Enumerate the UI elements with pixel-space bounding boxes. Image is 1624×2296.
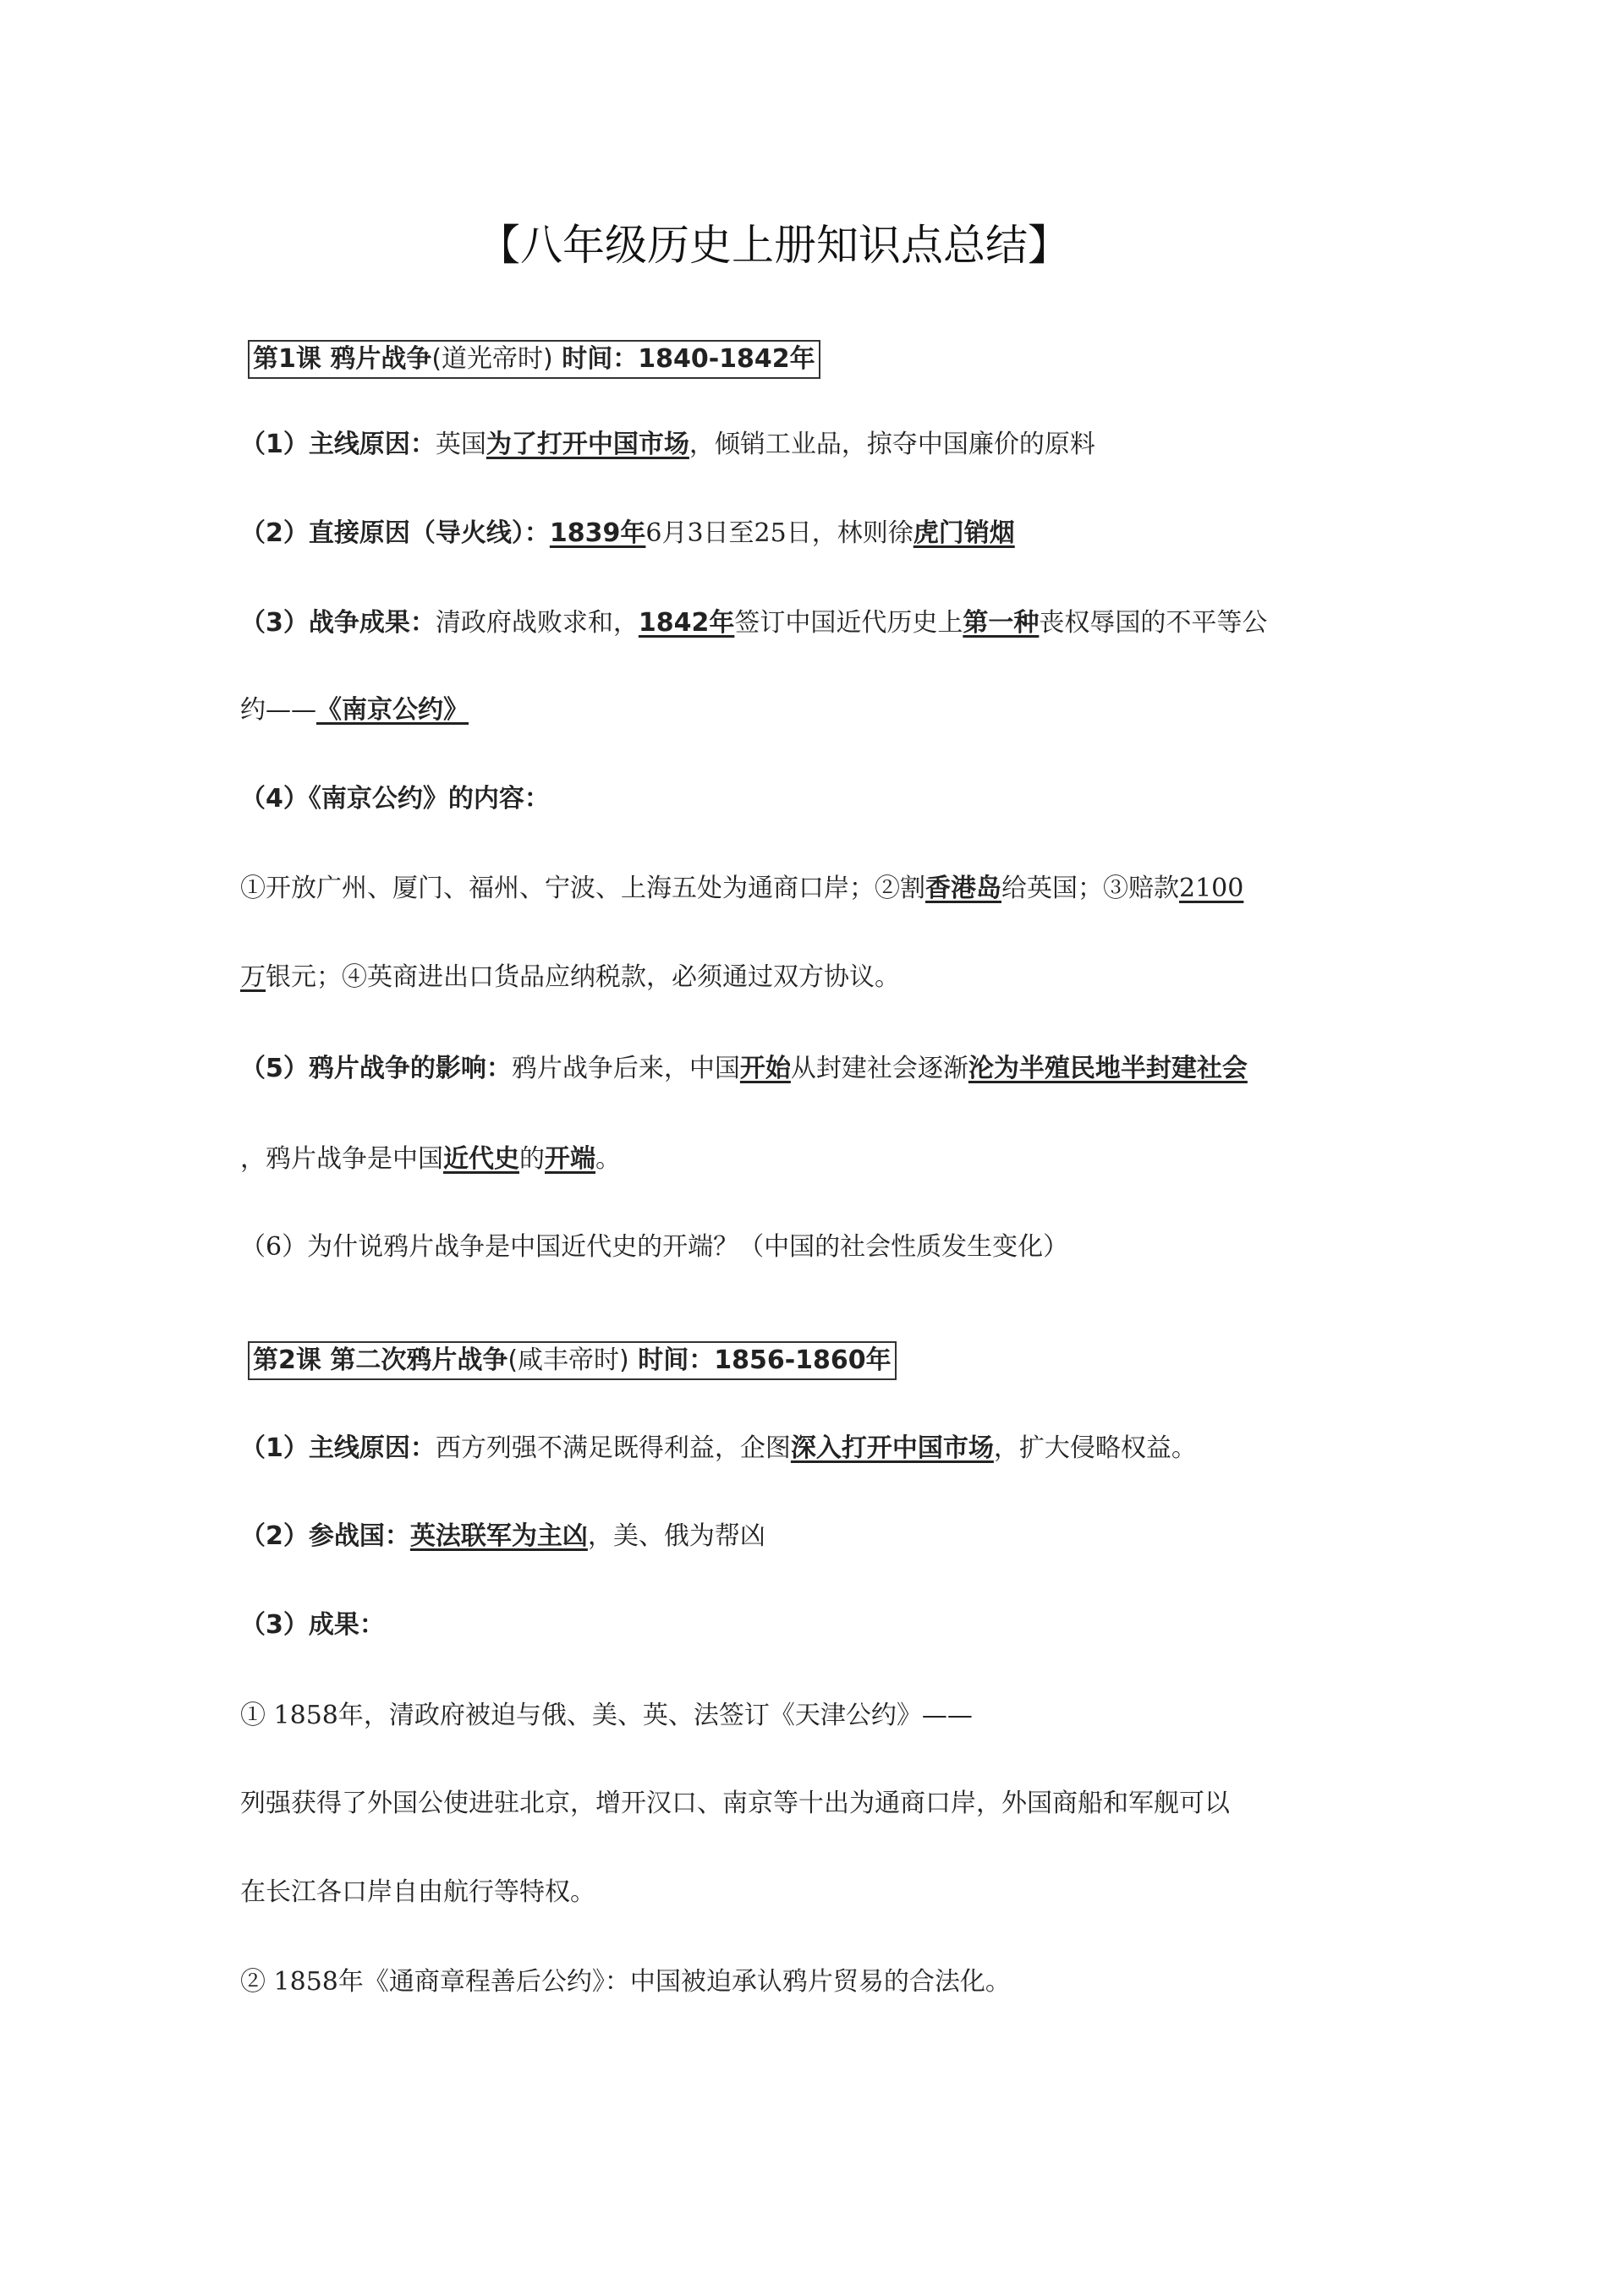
text-segment: （1）主线原因：	[240, 430, 436, 459]
emphasized-text: 开始	[739, 1054, 791, 1083]
text-line	[240, 1699, 973, 1733]
emphasized-text: 开端	[545, 1144, 595, 1174]
text-line	[240, 1965, 1011, 1999]
text-segment: 时间：1840-1842年	[552, 344, 815, 374]
text-segment: （3）成果：	[240, 1610, 385, 1640]
emphasized-text: 香港岛	[925, 874, 1001, 903]
text-segment: 给英国；③赔款	[1001, 874, 1179, 903]
text-line	[240, 1876, 595, 1910]
emphasized-text: 深入打开中国市场	[790, 1433, 994, 1463]
text-segment: ，倾销工业品，掠夺中国廉价的原料	[689, 430, 1095, 459]
text-segment: （6）为什说鸦片战争是中国近代史的开端？（中国的社会性质发生变化）	[240, 1232, 1069, 1262]
text-segment: （2）直接原因（导火线）：	[240, 518, 550, 548]
text-line	[240, 782, 550, 816]
text-segment: 鸦片战争后来，中国	[511, 1054, 740, 1083]
text-segment: 清政府战败求和，	[435, 608, 639, 638]
text-segment: （1）主线原因：	[240, 1433, 436, 1463]
lesson-header	[248, 340, 820, 379]
text-line	[240, 693, 469, 727]
text-line	[240, 606, 1267, 640]
text-segment: （2）参战国：	[240, 1521, 410, 1551]
emphasized-text: 《南京公约》	[316, 695, 469, 725]
text-line	[240, 517, 1015, 551]
text-segment: ，鸦片战争是中国	[240, 1144, 443, 1174]
text-segment: 从封建社会逐渐	[790, 1054, 968, 1083]
text-segment: 第2课 第二次鸦片战争	[253, 1345, 508, 1375]
emphasized-text: 第一种	[963, 608, 1040, 638]
text-segment: 第1课 鸦片战争	[253, 344, 432, 374]
text-segment: 列强获得了外国公使进驻北京，增开汉口、南京等十出为通商口岸，外国商船和军舰可以	[240, 1789, 1230, 1818]
text-segment: (道光帝时)	[431, 344, 553, 374]
text-segment: 西方列强不满足既得利益，企图	[435, 1433, 791, 1463]
text-line	[240, 1608, 385, 1642]
text-segment: （5）鸦片战争的影响：	[240, 1054, 512, 1083]
text-segment: ② 1858年《通商章程善后公约》：中国被迫承认鸦片贸易的合法化。	[240, 1967, 1011, 1997]
text-segment: ，美、俄为帮凶	[587, 1521, 765, 1551]
text-segment: 6月3日至25日，林则徐	[645, 518, 914, 548]
emphasized-text: 1839年	[549, 518, 646, 548]
text-segment: 时间：1856-1860年	[628, 1345, 892, 1375]
text-segment: ①开放广州、厦门、福州、宁波、上海五处为通商口岸；②割	[240, 874, 925, 903]
text-line	[240, 1143, 621, 1176]
text-line	[240, 1432, 1197, 1466]
text-segment: 银元；④英商进出口货品应纳税款，必须通过双方协议。	[266, 962, 900, 992]
text-segment: 签订中国近代历史上	[734, 608, 963, 638]
emphasized-text: 1842年	[638, 608, 735, 638]
text-segment: 丧权辱国的不平等公	[1039, 608, 1268, 638]
text-segment: ，扩大侵略权益。	[993, 1433, 1197, 1463]
emphasized-text: 沦为半殖民地半封建社会	[968, 1054, 1248, 1083]
text-segment: 英国	[435, 430, 486, 459]
lesson-header	[248, 1341, 897, 1380]
emphasized-text: 为了打开中国市场	[486, 430, 689, 459]
text-line	[240, 1787, 1230, 1821]
emphasized-text: 万	[240, 962, 266, 992]
text-line	[240, 1230, 1068, 1264]
text-line	[240, 961, 900, 995]
text-segment: 的	[519, 1144, 545, 1174]
text-line	[240, 1052, 1248, 1086]
text-segment: 约——	[240, 695, 316, 725]
text-segment: （3）战争成果：	[240, 608, 436, 638]
text-line	[240, 872, 1243, 906]
text-segment: 。	[595, 1144, 621, 1174]
text-segment: (咸丰帝时)	[508, 1345, 629, 1375]
text-line	[240, 1520, 765, 1553]
text-segment: ① 1858年，清政府被迫与俄、美、英、法签订《天津公约》——	[240, 1701, 973, 1730]
page-title: 【八年级历史上册知识点总结】	[478, 221, 1070, 270]
emphasized-text: 2100	[1179, 874, 1244, 903]
emphasized-text: 英法联军为主凶	[409, 1521, 588, 1551]
text-segment: 在长江各口岸自由航行等特权。	[240, 1877, 595, 1907]
text-segment: （4）《南京公约》的内容：	[240, 784, 550, 814]
emphasized-text: 近代史	[443, 1144, 519, 1174]
text-line	[240, 428, 1095, 462]
emphasized-text: 虎门销烟	[913, 518, 1015, 548]
